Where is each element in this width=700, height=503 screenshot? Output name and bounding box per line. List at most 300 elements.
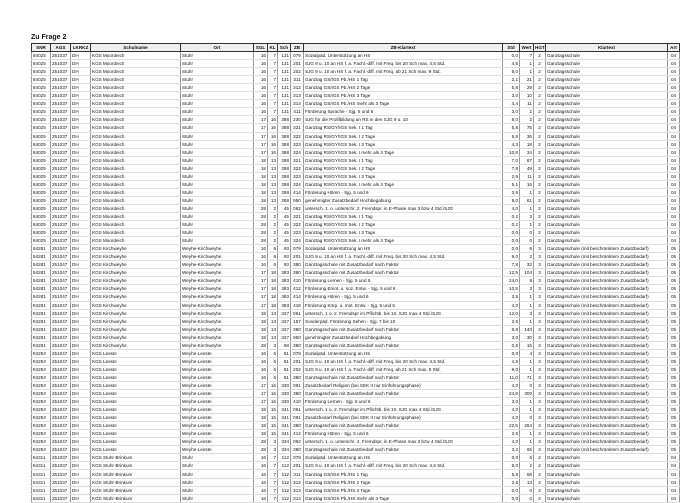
table-cell: KGS Moordeich bbox=[91, 116, 181, 124]
table-cell: DH bbox=[71, 390, 91, 398]
table-cell: 28 bbox=[254, 438, 268, 446]
table-cell: DH bbox=[71, 309, 91, 317]
table-cell: Ganztag RS/GY/IGS Sek. I 2 Tage bbox=[304, 164, 503, 172]
table-cell: Stuhr bbox=[181, 148, 254, 156]
table-cell: 2 bbox=[534, 60, 546, 68]
table-cell: 322 bbox=[291, 221, 304, 229]
table-cell: 1 bbox=[520, 357, 534, 365]
table-cell: 2 bbox=[534, 478, 546, 486]
table-cell: 1 bbox=[520, 188, 534, 196]
table-cell: 380 bbox=[291, 390, 304, 398]
table-cell: DH bbox=[71, 478, 91, 486]
table-row bbox=[32, 84, 680, 92]
table-cell: 16 bbox=[254, 68, 268, 76]
table-cell: Weyhe-Leeste bbox=[181, 422, 254, 430]
table-cell: 84311 bbox=[32, 486, 51, 494]
table-cell: KGS Moordeich bbox=[91, 68, 181, 76]
table-cell: 251037 bbox=[51, 76, 71, 84]
table-cell: 131 bbox=[278, 84, 291, 92]
table-cell: 6 bbox=[268, 245, 278, 253]
table-cell: Ganztagsschule bbox=[546, 68, 668, 76]
table-cell: 2 bbox=[534, 76, 546, 84]
table-cell: 251037 bbox=[51, 470, 71, 478]
table-cell: 81 bbox=[278, 349, 291, 357]
table-cell: 11,0 bbox=[503, 373, 520, 381]
table-cell: KGS Stuhr-Brinkum bbox=[91, 486, 181, 494]
table-cell: 251037 bbox=[51, 180, 71, 188]
table-row bbox=[32, 406, 680, 414]
table-cell: 84311 bbox=[32, 494, 51, 502]
table-cell: 18 bbox=[268, 277, 278, 285]
table-cell: 251037 bbox=[51, 237, 71, 245]
table-cell: 84293 bbox=[32, 438, 51, 446]
table-cell: 84293 bbox=[32, 422, 51, 430]
table-cell: 251047 bbox=[51, 398, 71, 406]
table-cell: Ganztagsschule mit Zusatzbedarf nach Faktor bbox=[304, 341, 503, 349]
table-cell: Weyhe-Kirchweyhe bbox=[181, 277, 254, 285]
table-cell: 314 bbox=[291, 100, 304, 108]
table-cell: 93 bbox=[278, 261, 291, 269]
table-cell: KGS Moordeich bbox=[91, 108, 181, 116]
table-cell: 323 bbox=[291, 229, 304, 237]
table-cell: 84025 bbox=[32, 188, 51, 196]
table-cell: 17 bbox=[254, 390, 268, 398]
table-cell: 84293 bbox=[32, 406, 51, 414]
table-cell: 7 bbox=[520, 52, 534, 60]
table-cell: 18 bbox=[254, 317, 268, 325]
table-row bbox=[32, 76, 680, 84]
table-cell: 251047 bbox=[51, 253, 71, 261]
table-cell: KGS Moordeich bbox=[91, 124, 181, 132]
table-cell: 84025 bbox=[32, 132, 51, 140]
table-cell: 0,0 bbox=[503, 486, 520, 494]
table-row bbox=[32, 341, 680, 349]
table-cell: Ganztagsschule (mit beschränktem Zusatzbedarf) bbox=[546, 285, 668, 293]
table-cell: 11 bbox=[520, 100, 534, 108]
table-cell: 16 bbox=[254, 486, 268, 494]
table-cell: KGS Leeste bbox=[91, 381, 181, 389]
table-cell: 16 bbox=[268, 148, 278, 156]
table-cell: 341 bbox=[278, 406, 291, 414]
table-cell: KGS Leeste bbox=[91, 398, 181, 406]
table-cell: Ganztag RS/GY/IGS Sek. I mehr als 3 Tage bbox=[304, 148, 503, 156]
table-cell: DH bbox=[71, 221, 91, 229]
table-cell: 5,8 bbox=[503, 470, 520, 478]
table-cell: 324 bbox=[291, 148, 304, 156]
table-cell: 1 bbox=[520, 317, 534, 325]
table-cell: KGS Kirchweyhe bbox=[91, 277, 181, 285]
table-cell: 2 bbox=[534, 454, 546, 462]
table-cell: 7 bbox=[268, 470, 278, 478]
column-header-wert: Wert bbox=[521, 45, 532, 51]
table-cell: Weyhe-Kirchweyhe bbox=[181, 285, 254, 293]
table-cell: 04 bbox=[668, 76, 680, 84]
table-row bbox=[32, 277, 680, 285]
table-cell: Ganztag GS/IGS Pb./HS 3 Tage bbox=[304, 486, 503, 494]
table-cell: 84281 bbox=[32, 325, 51, 333]
table-cell: 3 bbox=[534, 285, 546, 293]
table-cell: KGS Moordeich bbox=[91, 52, 181, 60]
table-cell: KGS Leeste bbox=[91, 430, 181, 438]
table-cell: 202 bbox=[291, 365, 304, 373]
table-cell: 45 bbox=[278, 237, 291, 245]
table-cell: Ganztagsschule mit Zusatzbedarf nach Faktor bbox=[304, 446, 503, 454]
table-cell: 6 bbox=[268, 365, 278, 373]
table-cell: 3 bbox=[268, 438, 278, 446]
table-cell: 324 bbox=[291, 180, 304, 188]
table-cell: 327 bbox=[278, 309, 291, 317]
table-cell: 6 bbox=[268, 261, 278, 269]
table-cell: Ganztagsschule (mit beschränktem Zusatzbedarf) bbox=[546, 253, 668, 261]
table-cell: KGS Moordeich bbox=[91, 196, 181, 204]
table-cell: 251047 bbox=[51, 269, 71, 277]
column-header-hgt: HGT bbox=[535, 45, 545, 51]
table-cell: 1 bbox=[520, 68, 534, 76]
table-cell: 7 bbox=[268, 108, 278, 116]
table-cell: 17 bbox=[254, 132, 268, 140]
table-cell: 0 bbox=[520, 414, 534, 422]
table-cell: Ganztagsschule mit Zusatzbedarf nach Faktor bbox=[304, 373, 503, 381]
table-cell: DH bbox=[71, 438, 91, 446]
table-cell: KGS Moordeich bbox=[91, 204, 181, 212]
table-cell: Förderung Lernen - Sjg. 5 und 6 bbox=[304, 277, 503, 285]
table-cell: 0,0 bbox=[503, 494, 520, 502]
table-cell: 3 bbox=[534, 253, 546, 261]
table-cell: 251037 bbox=[51, 486, 71, 494]
table-cell: Weyhe-Leeste bbox=[181, 381, 254, 389]
table-cell: 388 bbox=[278, 140, 291, 148]
table-cell: 84025 bbox=[32, 221, 51, 229]
table-cell: 3 bbox=[534, 325, 546, 333]
header-row bbox=[32, 44, 680, 52]
table-cell: 4,0 bbox=[503, 301, 520, 309]
table-row bbox=[32, 92, 680, 100]
table-row bbox=[32, 221, 680, 229]
table-cell: 251047 bbox=[51, 373, 71, 381]
table-cell: 079 bbox=[291, 52, 304, 60]
table-cell: 5,8 bbox=[503, 84, 520, 92]
table-cell: 091 bbox=[291, 381, 304, 389]
table-cell: 16 bbox=[254, 373, 268, 381]
column-header-art: Art bbox=[668, 44, 680, 52]
table-cell: 18 bbox=[268, 301, 278, 309]
table-cell: KGS Leeste bbox=[91, 373, 181, 381]
table-row bbox=[32, 414, 680, 422]
table-cell: KGS Moordeich bbox=[91, 212, 181, 220]
table-cell: 16 bbox=[268, 140, 278, 148]
table-cell: 341 bbox=[278, 430, 291, 438]
table-cell: 04 bbox=[668, 221, 680, 229]
table-cell: KGS Moordeich bbox=[91, 84, 181, 92]
table-cell: 3,0 bbox=[503, 92, 520, 100]
table-cell: 16 bbox=[254, 76, 268, 84]
table-row bbox=[32, 60, 680, 68]
table-cell: 18 bbox=[254, 164, 268, 172]
table-cell: 330 bbox=[278, 381, 291, 389]
table-cell: 079 bbox=[291, 349, 304, 357]
table-cell: 327 bbox=[278, 333, 291, 341]
table-cell: Stuhr bbox=[181, 454, 254, 462]
table-cell: 3,0 bbox=[503, 398, 520, 406]
table-cell: 251037 bbox=[51, 84, 71, 92]
table-cell: DH bbox=[71, 454, 91, 462]
data-table bbox=[31, 43, 680, 503]
table-cell: 3,0 bbox=[503, 333, 520, 341]
table-cell: 28 bbox=[254, 204, 268, 212]
table-cell: Ganztag RS/GY/IGS Sek. I 1 Tag bbox=[304, 212, 503, 220]
table-cell: 84293 bbox=[32, 381, 51, 389]
table-cell: Weyhe-Leeste bbox=[181, 398, 254, 406]
table-cell: 17 bbox=[254, 277, 268, 285]
table-cell: 8 bbox=[520, 277, 534, 285]
table-cell: 8,8 bbox=[503, 325, 520, 333]
table-cell: Förderung Lernen - Sjg. 5 und 6 bbox=[304, 398, 503, 406]
table-cell: 201 bbox=[291, 60, 304, 68]
table-cell: 2 bbox=[268, 204, 278, 212]
table-cell: 251037 bbox=[51, 494, 71, 502]
table-cell: DH bbox=[71, 60, 91, 68]
table-cell: 05 bbox=[668, 430, 680, 438]
table-cell: 5,8 bbox=[503, 124, 520, 132]
table-cell: 251047 bbox=[51, 357, 71, 365]
table-cell: 10,5 bbox=[503, 285, 520, 293]
table-cell: 13 bbox=[268, 180, 278, 188]
table-cell: 140 bbox=[520, 325, 534, 333]
table-cell: 2 bbox=[520, 462, 534, 470]
table-cell: 104 bbox=[520, 269, 534, 277]
table-cell: 3,5 bbox=[503, 430, 520, 438]
table-cell: 15 bbox=[268, 414, 278, 422]
table-cell: 230 bbox=[291, 116, 304, 124]
table-cell: Ganztag RS/GY/IGS Sek. I 2 Tage bbox=[304, 221, 503, 229]
table-cell: 18 bbox=[268, 285, 278, 293]
table-cell: Stuhr bbox=[181, 140, 254, 148]
table-cell: 3 bbox=[534, 261, 546, 269]
table-row bbox=[32, 317, 680, 325]
table-cell: 0,6 bbox=[503, 341, 520, 349]
table-cell: 3,0 bbox=[503, 108, 520, 116]
table-cell: 284 bbox=[520, 422, 534, 430]
table-cell: DH bbox=[71, 365, 91, 373]
table-cell: 383 bbox=[278, 301, 291, 309]
table-cell: 112 bbox=[278, 486, 291, 494]
table-cell: 251037 bbox=[51, 188, 71, 196]
table-cell: 84025 bbox=[32, 84, 51, 92]
table-cell: Sonderpäd. Förderung Sehen - Sjg. 7 bis 10 bbox=[304, 317, 503, 325]
table-cell: 84281 bbox=[32, 285, 51, 293]
table-cell: Ganztagsschule (mit beschränktem Zusatzbedarf) bbox=[546, 325, 668, 333]
table-cell: 4,4 bbox=[503, 100, 520, 108]
table-cell: DH bbox=[71, 212, 91, 220]
column-header-klartext: Klartext bbox=[546, 44, 668, 52]
table-cell: 18 bbox=[254, 406, 268, 414]
table-cell: 251047 bbox=[51, 414, 71, 422]
table-cell: 3 bbox=[534, 398, 546, 406]
column-header-sgl: SGL bbox=[254, 44, 268, 52]
table-cell: 411 bbox=[291, 108, 304, 116]
table-cell: 251037 bbox=[51, 196, 71, 204]
table-cell: 416 bbox=[291, 301, 304, 309]
table-cell: 16 bbox=[254, 253, 268, 261]
table-cell: 9,0 bbox=[503, 253, 520, 261]
table-cell: Stuhr bbox=[181, 172, 254, 180]
column-header-zb-klartext: ZB-Klartext bbox=[304, 44, 503, 52]
table-cell: 17 bbox=[254, 269, 268, 277]
table-cell: 04 bbox=[668, 140, 680, 148]
table-cell: DH bbox=[71, 269, 91, 277]
table-cell: 1 bbox=[520, 438, 534, 446]
table-cell: Ganztagsschule bbox=[546, 60, 668, 68]
table-cell: Stuhr bbox=[181, 188, 254, 196]
table-cell: 2 bbox=[534, 212, 546, 220]
table-cell: 251037 bbox=[51, 52, 71, 60]
table-cell: 05 bbox=[668, 245, 680, 253]
table-cell: Weyhe-Kirchweyhe bbox=[181, 325, 254, 333]
table-cell: 13 bbox=[268, 196, 278, 204]
table-cell: 0,0 bbox=[503, 237, 520, 245]
table-cell: Weyhe-Kirchweyhe bbox=[181, 261, 254, 269]
table-cell: DH bbox=[71, 132, 91, 140]
table-row bbox=[32, 212, 680, 220]
table-cell: 13 bbox=[268, 164, 278, 172]
table-cell: 17 bbox=[254, 124, 268, 132]
table-cell: 1 bbox=[520, 301, 534, 309]
table-row bbox=[32, 398, 680, 406]
table-cell: 251047 bbox=[51, 325, 71, 333]
table-cell: 251047 bbox=[51, 422, 71, 430]
table-cell: 05 bbox=[668, 301, 680, 309]
table-cell: 201 bbox=[291, 357, 304, 365]
table-row bbox=[32, 172, 680, 180]
table-cell: Stuhr bbox=[181, 237, 254, 245]
table-cell: 0,0 bbox=[503, 245, 520, 253]
table-cell: 251037 bbox=[51, 478, 71, 486]
table-cell: 9,0 bbox=[503, 365, 520, 373]
table-cell: 112 bbox=[278, 462, 291, 470]
table-cell: 04 bbox=[668, 132, 680, 140]
table-cell: Stuhr bbox=[181, 196, 254, 204]
table-cell: Weyhe-Kirchweyhe bbox=[181, 301, 254, 309]
table-cell: 0,2 bbox=[503, 221, 520, 229]
table-cell: 18 bbox=[268, 269, 278, 277]
table-cell: 7 bbox=[268, 68, 278, 76]
table-cell: Weyhe-Leeste bbox=[181, 438, 254, 446]
table-cell: DH bbox=[71, 301, 91, 309]
table-cell: 251037 bbox=[51, 140, 71, 148]
table-cell: DH bbox=[71, 381, 91, 389]
table-cell: 84281 bbox=[32, 269, 51, 277]
table-cell: 388 bbox=[278, 148, 291, 156]
table-cell: 84025 bbox=[32, 52, 51, 60]
table-cell: 9,0 bbox=[503, 68, 520, 76]
table-cell: 7,8 bbox=[503, 261, 520, 269]
table-cell: DH bbox=[71, 325, 91, 333]
table-cell: 7 bbox=[268, 454, 278, 462]
table-cell: Ganztagsschule bbox=[546, 156, 668, 164]
table-cell: DH bbox=[71, 148, 91, 156]
table-cell: DH bbox=[71, 180, 91, 188]
table-cell: KGS Moordeich bbox=[91, 100, 181, 108]
table-cell: Stuhr bbox=[181, 470, 254, 478]
table-cell: 6 bbox=[268, 357, 278, 365]
table-cell: 18 bbox=[254, 188, 268, 196]
table-cell: 12,5 bbox=[503, 269, 520, 277]
table-cell: 2 bbox=[534, 494, 546, 502]
table-cell: 3 bbox=[534, 381, 546, 389]
table-cell: Ganztagsschule bbox=[546, 84, 668, 92]
table-cell: Weyhe-Kirchweyhe bbox=[181, 293, 254, 301]
table-cell: KGS Stuhr-Brinkum bbox=[91, 462, 181, 470]
table-cell: 17 bbox=[254, 116, 268, 124]
table-cell: DH bbox=[71, 172, 91, 180]
table-cell: Ganztag RS/GY/IGS Sek. I 1 Tag bbox=[304, 156, 503, 164]
table-cell: 3 bbox=[534, 446, 546, 454]
table-row bbox=[32, 237, 680, 245]
table-cell: 251047 bbox=[51, 406, 71, 414]
table-cell: 84293 bbox=[32, 430, 51, 438]
table-cell: 251047 bbox=[51, 277, 71, 285]
table-cell: 45 bbox=[278, 229, 291, 237]
table-cell: 324 bbox=[291, 237, 304, 245]
table-cell: 8,0 bbox=[503, 116, 520, 124]
table-cell: Ganztagsschule mit Zusatzbedarf nach Faktor bbox=[304, 325, 503, 333]
table-cell: 3 bbox=[534, 365, 546, 373]
table-cell: 131 bbox=[278, 108, 291, 116]
table-cell: 16 bbox=[268, 124, 278, 132]
table-row bbox=[32, 365, 680, 373]
table-cell: 313 bbox=[291, 486, 304, 494]
table-cell: 2 bbox=[520, 253, 534, 261]
table-cell: 251037 bbox=[51, 132, 71, 140]
table-cell: 84025 bbox=[32, 60, 51, 68]
table-cell: Stuhr bbox=[181, 462, 254, 470]
table-row bbox=[32, 132, 680, 140]
table-cell: 3 bbox=[534, 357, 546, 365]
table-cell: 251047 bbox=[51, 438, 71, 446]
table-cell: Ganztagsschule bbox=[546, 221, 668, 229]
table-cell: Ganztagsschule (mit beschränktem Zusatzbedarf) bbox=[546, 317, 668, 325]
table-cell: 04 bbox=[668, 188, 680, 196]
table-cell: Weyhe-Kirchweyhe bbox=[181, 269, 254, 277]
table-cell: Weyhe-Kirchweyhe bbox=[181, 245, 254, 253]
table-cell: 251047 bbox=[51, 430, 71, 438]
table-cell: DH bbox=[71, 285, 91, 293]
table-cell: 251037 bbox=[51, 454, 71, 462]
table-cell: Stuhr bbox=[181, 60, 254, 68]
table-cell: DH bbox=[71, 430, 91, 438]
table-cell: 3 bbox=[534, 422, 546, 430]
table-cell: 2,1 bbox=[503, 76, 520, 84]
table-row bbox=[32, 470, 680, 478]
table-cell: Stuhr bbox=[181, 52, 254, 60]
table-cell: KGS Moordeich bbox=[91, 237, 181, 245]
table-cell: Ganztagsschule (mit beschränktem Zusatzbedarf) bbox=[546, 406, 668, 414]
table-cell: KGS Kirchweyhe bbox=[91, 245, 181, 253]
table-cell: DH bbox=[71, 196, 91, 204]
table-cell: 05 bbox=[668, 414, 680, 422]
table-cell: DH bbox=[71, 237, 91, 245]
table-cell: 380 bbox=[291, 325, 304, 333]
table-cell: Ganztag GS/IGS Pb./HS mehr als 3 Tage bbox=[304, 100, 503, 108]
table-row bbox=[32, 446, 680, 454]
table-cell: DH bbox=[71, 462, 91, 470]
table-cell: 3 bbox=[520, 309, 534, 317]
table-cell: DH bbox=[71, 494, 91, 502]
table-cell: 84293 bbox=[32, 446, 51, 454]
table-cell: 288 bbox=[278, 188, 291, 196]
table-cell: 04 bbox=[668, 462, 680, 470]
table-cell: 2 bbox=[534, 100, 546, 108]
